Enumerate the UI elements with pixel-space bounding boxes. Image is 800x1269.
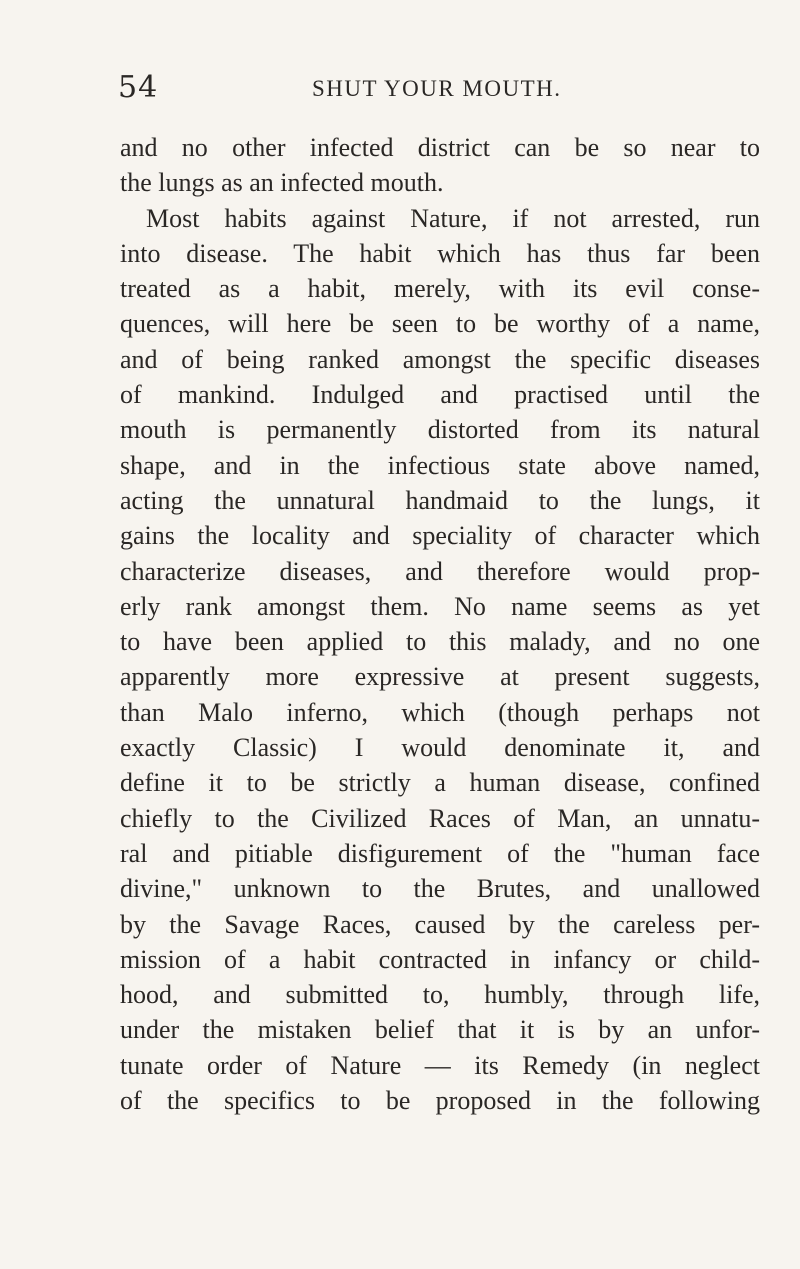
running-head: SHUT YOUR MOUTH. bbox=[312, 76, 562, 101]
text-line: characterize diseases, and therefore would prop- bbox=[120, 556, 760, 586]
text-line: gains the locality and speciality of character which bbox=[120, 521, 760, 551]
text-line: by the Savage Races, caused by the careless per- bbox=[120, 909, 760, 939]
text-line: mouth is permanently distorted from its natural bbox=[120, 415, 760, 445]
text-line: mission of a habit contracted in infancy or child- bbox=[120, 944, 760, 974]
text-line: treated as a habit, merely, with its evil conse- bbox=[120, 274, 760, 304]
text-line: the lungs as an infected mouth. bbox=[120, 168, 444, 198]
text-line: than Malo inferno, which (though perhaps not bbox=[120, 697, 760, 727]
text-line: chiefly to the Civilized Races of Man, an unnatu- bbox=[120, 803, 760, 833]
text-line: divine," unknown to the Brutes, and unallowed bbox=[120, 874, 760, 904]
text-line: ral and pitiable disfigurement of the "human face bbox=[120, 838, 760, 868]
text-line: erly rank amongst them. No name seems as yet bbox=[120, 591, 760, 621]
text-line: acting the unnatural handmaid to the lungs, it bbox=[120, 485, 760, 515]
page-header bbox=[118, 68, 758, 108]
text-line: under the mistaken belief that it is by an unfor- bbox=[120, 1015, 760, 1045]
text-line: quences, will here be seen to be worthy of a name, bbox=[120, 309, 760, 339]
text-line: of the specifics to be proposed in the following bbox=[120, 1086, 760, 1116]
text-line: define it to be strictly a human disease, confined bbox=[120, 768, 760, 798]
body-text bbox=[120, 130, 760, 1118]
text-line: tunate order of Nature — its Remedy (in neglect bbox=[120, 1050, 760, 1080]
text-line: shape, and in the infectious state above named, bbox=[120, 450, 760, 480]
page-number: 54 bbox=[118, 70, 159, 105]
text-line: hood, and submitted to, humbly, through life, bbox=[120, 980, 760, 1010]
text-line: to have been applied to this malady, and no one bbox=[120, 627, 760, 657]
text-line: apparently more expressive at present suggests, bbox=[120, 662, 760, 692]
text-line: and no other infected district can be so near to bbox=[120, 133, 760, 162]
text-line: and of being ranked amongst the specific diseases bbox=[120, 344, 760, 374]
text-line: of mankind. Indulged and practised until the bbox=[120, 380, 760, 410]
text-line: into disease. The habit which has thus far been bbox=[120, 238, 760, 268]
text-line: Most habits against Nature, if not arrested, run bbox=[146, 203, 760, 233]
text-line: exactly Classic) I would denominate it, and bbox=[120, 733, 760, 763]
